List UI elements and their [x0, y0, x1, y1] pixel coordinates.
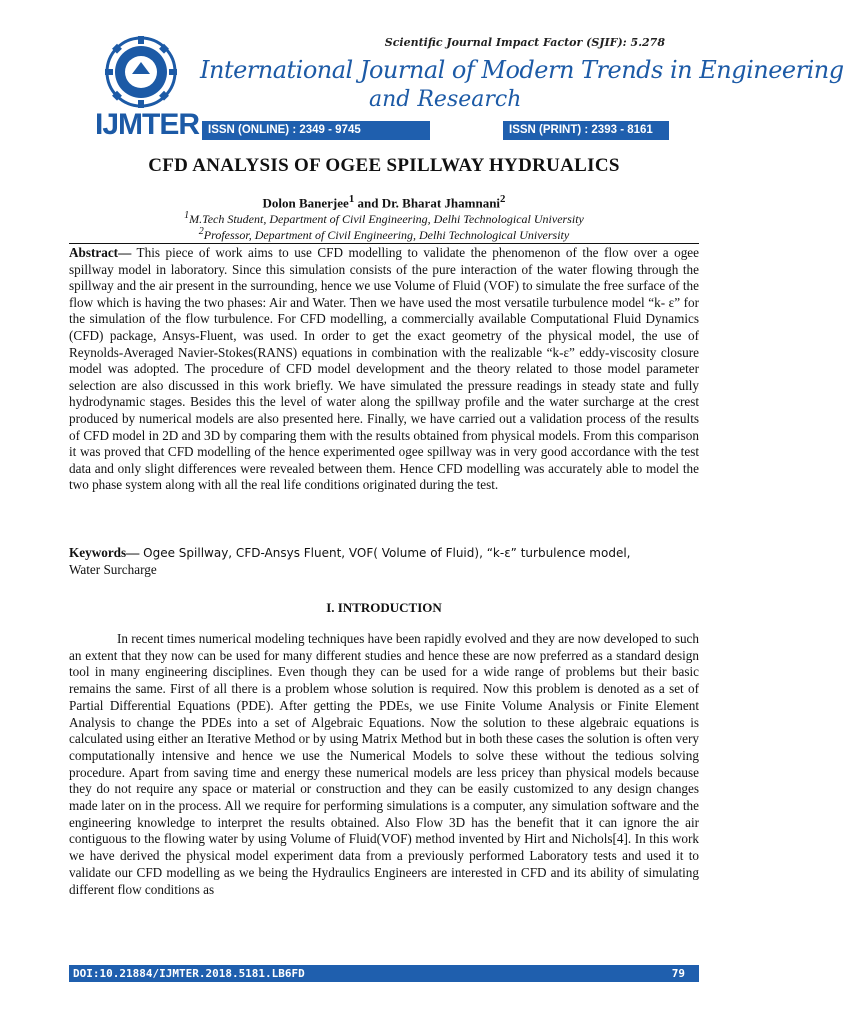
affiliation-2-mark: 2 — [198, 226, 204, 237]
affiliation-1-text: M.Tech Student, Department of Civil Engineering, Delhi Technological University — [189, 212, 584, 226]
intro-paragraph: In recent times numerical modeling techniques have been rapidly evolved and they are now developed to such an extent that they now can be used for many different studies and hence these are now preferred as a standard design tool in many engineering disciplines. Even though they can be used for a wide range of problems but their basic remains the same. First of all there is a problem whose solution is required. Now this problem is denoted as a set of Partial Differential Equations (PDE). After getting the PDEs, we use Finite Volume Analysis or Finite Element Analysis to change the PDEs into a set of Algebraic Equations. Now the solution to these algebraic equations is calculated using either an Iterative Method or by using Matrix Method but in both these cases the solution is often very computationally intensive and hence we use the Numerical Models to solve these without the tedious solving procedure. Apart from saving time and energy these numerical models are less pricey than physical models because they do not require any space or material or construction and they can be easily customized to any design changes made later on in the process. All we require for performing simulations is a computer, any simulation software and the engineering knowledge to interpret the results obtained. Also Flow 3D has the benefit that it can ignore the air contiguous to the flowing water by using Volume of Fluid(VOF) method invented by Hirt and Nichols[4]. In this work we have derived the physical model experiment data from a previously performed Laboratory tests and used it to validate our CFD modelling as we being the Hydraulics Engineers are interested in CFD and its ability of simulating different flow conditions as — [69, 631, 699, 897]
impact-factor: Scientific Journal Impact Factor (SJIF): 5.278 — [384, 36, 665, 49]
abstract-text: This piece of work aims to use CFD modelling to validate the phenomenon of the flow over a ogee spillway model in laboratory. Since this simulation consists of the pure interaction of the water flowing through the spillway and the air present in the surrounding, hence we use Volume of Fluid (VOF) to simulate the free surface of the flow which is having the two phases: Air and Water. Then we have used the most versatile turbulence model “k- ε” for the simulation of the flow turbulence. For CFD modelling, a commercially available Computational Fluid Dynamics (CFD) package, Ansys-Fluent, was used. In order to get the exact geometry of the physical model, the use of Reynolds-Averaged Navier-Stokes(RANS) equations in combination with the realizable “k-ε” eddy-viscosity closure model was adopted. The procedure of CFD model development and the theory related to those model parameter selection are also discussed in this work briefly. We have simulated the pressure readings in steady state and fully hydrodynamic stages. Besides this the level of water along the spillway profile and the water surcharge at the crest produced by numerical models are also presented here. Finally, we have carried out a validation process of the results of CFD model in 2D and 3D by comparing them with the results obtained from physical models. From this comparison it was proved that CFD modelling of the hence experimented ogee spillway was in very good accordance with the test data and only slight differences were revealed between them. Hence CFD modelling was accurately able to model the two phase system along with all the real life conditions originated during the test. — [69, 245, 699, 493]
author-line — [0, 193, 768, 211]
author-2-mark: 2 — [500, 193, 506, 205]
keywords-label: Keywords— — [69, 545, 140, 560]
section-heading: I. INTRODUCTION — [326, 600, 442, 615]
abstract — [69, 245, 699, 494]
author-2: and Dr. Bharat Jhamnani — [354, 195, 501, 211]
journal-name-line1: International Journal of Modern Trends in Engineering — [200, 56, 844, 84]
page-number: 79 — [671, 967, 685, 980]
paper-title: CFD ANALYSIS OF OGEE SPILLWAY HYDRUALICS — [148, 155, 620, 176]
doi-link[interactable]: DOI:10.21884/IJMTER.2018.5181.LB6FD — [73, 967, 305, 980]
affiliation-1 — [0, 210, 768, 227]
affiliation-2-text: Professor, Department of Civil Engineering, Delhi Technological University — [203, 228, 570, 242]
journal-name-line2: and Research — [369, 87, 522, 112]
keywords — [69, 545, 699, 578]
author-1-mark: 1 — [348, 193, 355, 205]
issn-print-badge: ISSN (PRINT) : 2393 - 8161 — [503, 121, 669, 140]
author-1: Dolon Banerjee — [262, 195, 349, 211]
affiliation-1-mark: 1 — [184, 210, 190, 221]
keywords-text: Ogee Spillway, CFD-Ansys Fluent, VOF( Volume of Fluid), “k-ε” turbulence model, — [139, 546, 631, 560]
divider — [69, 243, 699, 244]
issn-online-badge: ISSN (ONLINE) : 2349 - 9745 — [202, 121, 430, 140]
logo-text: IJMTER — [95, 108, 200, 141]
keywords-text-2: Water Surcharge — [69, 561, 157, 577]
page-footer — [69, 965, 699, 982]
abstract-label: Abstract— — [69, 245, 132, 260]
affiliation-2 — [0, 226, 768, 243]
journal-header — [0, 0, 844, 145]
